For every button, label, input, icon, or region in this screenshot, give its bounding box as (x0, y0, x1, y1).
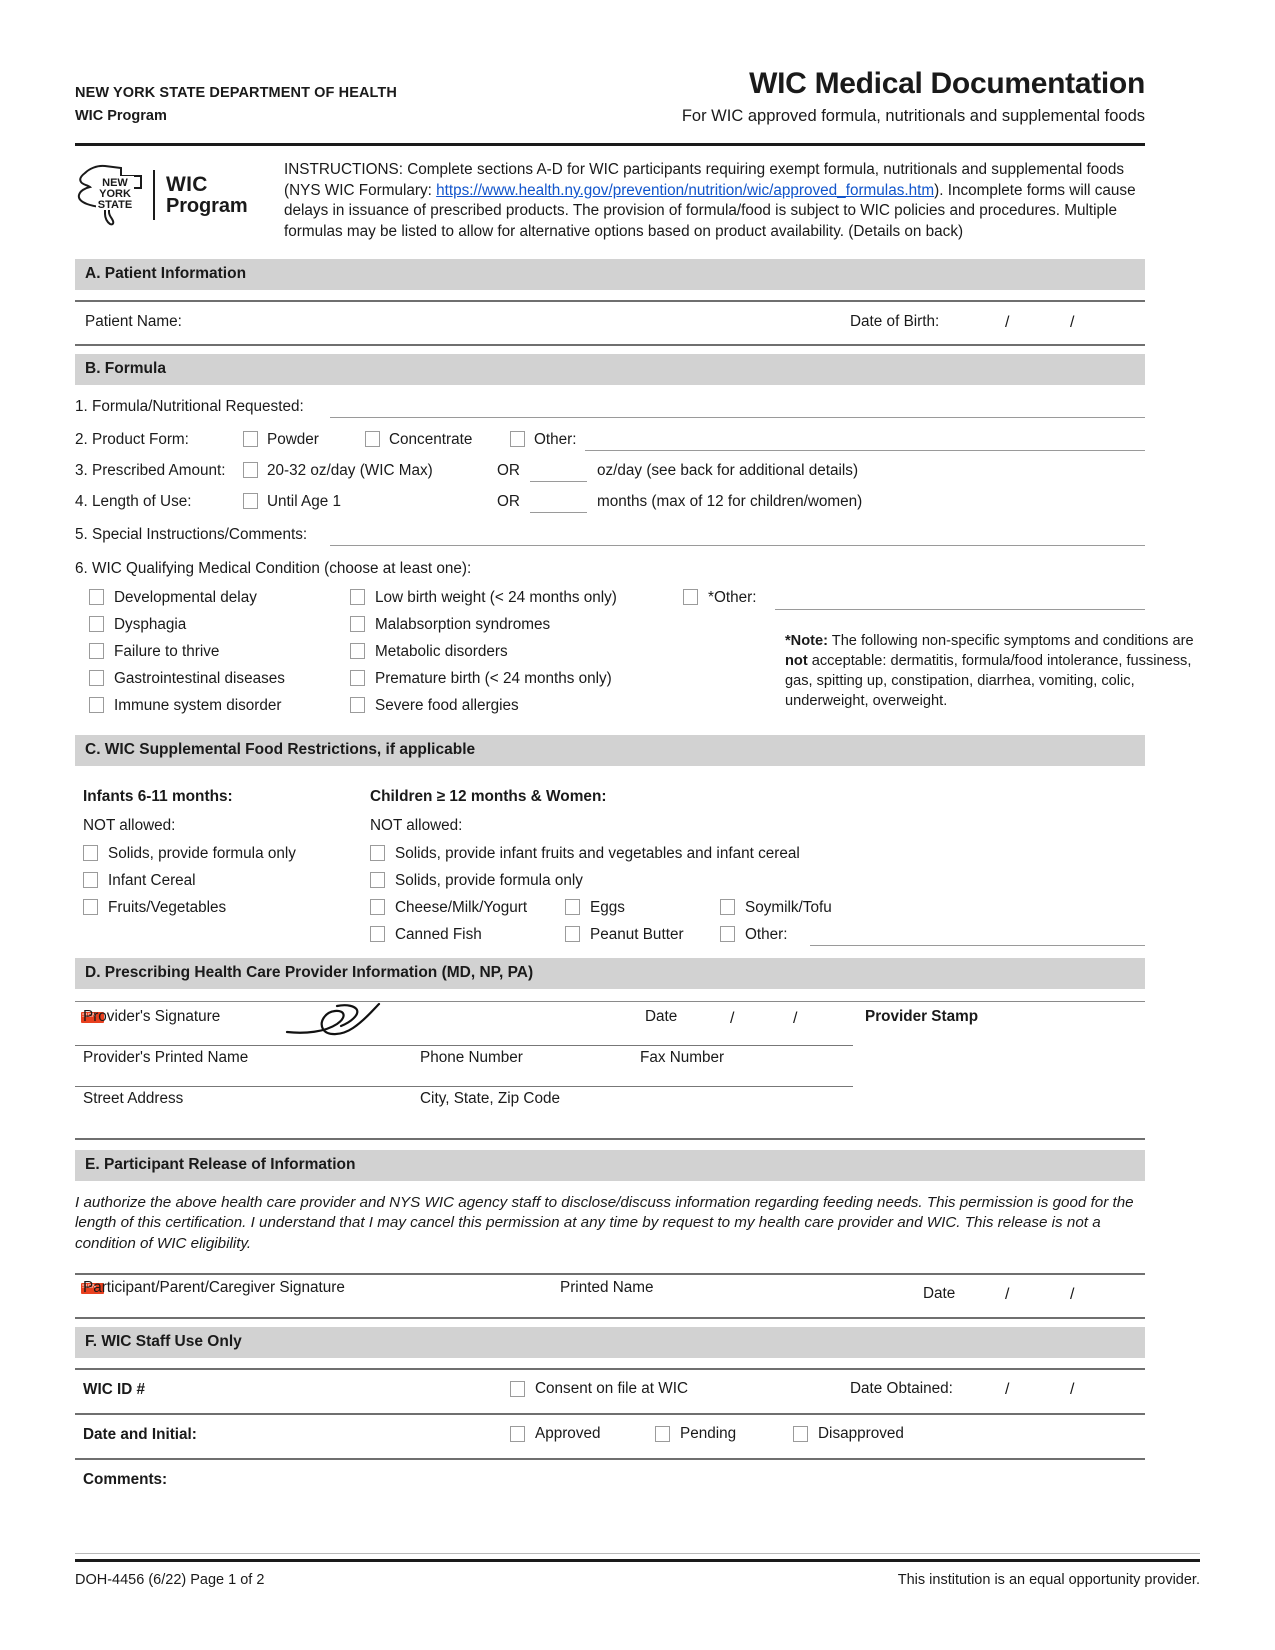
restriction-label: Infant Cereal (108, 871, 196, 889)
instructions-text (280, 160, 1145, 243)
condition-dysphagia[interactable] (89, 616, 186, 634)
wic-id-row (75, 1370, 1145, 1413)
checkbox-solids-infant-fruits-veg-cereal[interactable] (370, 845, 385, 861)
condition-malabsorption-syndromes[interactable] (350, 616, 550, 634)
wic-max-label: 20-32 oz/day (WIC Max) (267, 461, 433, 479)
condition-other[interactable] (683, 589, 756, 607)
children-women-heading: Children ≥ 12 months & Women: (370, 787, 607, 805)
condition-label: Metabolic disorders (375, 642, 508, 660)
checkbox-concentrate[interactable] (365, 431, 380, 447)
length-of-use-or: OR (497, 492, 520, 510)
restriction-solids-infant-fruits-veg-cereal[interactable] (370, 845, 800, 863)
page-title: WIC Medical Documentation (749, 67, 1145, 100)
checkbox-failure-to-thrive[interactable] (89, 643, 104, 659)
checkbox-child-solids-formula-only[interactable] (370, 872, 385, 888)
condition-label: Developmental delay (114, 588, 257, 606)
wic-id-label[interactable]: WIC ID # (83, 1381, 146, 1399)
participant-signature-row (75, 1275, 1145, 1317)
section-e-bar: E. Participant Release of Information (75, 1150, 1145, 1181)
date-and-initial-label[interactable]: Date and Initial: (83, 1426, 197, 1444)
dob-slash-2: / (1070, 313, 1075, 331)
infants-heading: Infants 6-11 months: (83, 787, 233, 805)
checkbox-dysphagia[interactable] (89, 616, 104, 632)
condition-label: Severe food allergies (375, 696, 519, 714)
restriction-label: Other: (745, 925, 788, 943)
length-of-use-row[interactable] (75, 488, 1145, 519)
restriction-label: Solids, provide formula only (108, 844, 296, 862)
checkbox-developmental-delay[interactable] (89, 589, 104, 605)
product-form-label: 2. Product Form: (75, 430, 189, 448)
checkbox-infant-cereal[interactable] (83, 872, 98, 888)
checkbox-fruits-vegetables[interactable] (83, 899, 98, 915)
condition-gastrointestinal-diseases[interactable] (89, 670, 285, 688)
checkbox-wic-max[interactable] (243, 462, 258, 478)
instructions-part1: INSTRUCTIONS: Complete sections A-D for WIC participants requiring exempt formula, nutritionals and supplemental foods (NYS WIC Formulary: (284, 161, 1124, 199)
restriction-other[interactable] (720, 926, 788, 944)
patient-name-label: Patient Name: (85, 312, 182, 330)
qualifying-condition-label: 6. WIC Qualifying Medical Condition (choose at least one): (75, 559, 472, 577)
logo-divider (153, 170, 155, 220)
restriction-other-field[interactable] (810, 945, 1145, 946)
program-name: WIC Program (75, 108, 167, 124)
participant-date-slash-2: / (1070, 1286, 1075, 1304)
condition-immune-system-disorder[interactable] (89, 697, 281, 715)
form-number: DOH-4456 (6/22) Page 1 of 2 (75, 1572, 265, 1588)
length-of-use-field[interactable] (530, 512, 587, 513)
condition-failure-to-thrive[interactable] (89, 643, 219, 661)
agency-block (75, 85, 397, 124)
checkbox-gastrointestinal-diseases[interactable] (89, 670, 104, 686)
date-obtained-slash-1: / (1005, 1381, 1010, 1399)
section-c-area (75, 772, 1145, 944)
provider-date-slash-2: / (793, 1009, 798, 1027)
qualifying-condition-row (75, 555, 1145, 585)
product-form-other-field[interactable] (585, 450, 1145, 451)
checkbox-low-birth-weight[interactable] (350, 589, 365, 605)
special-instructions-field[interactable] (330, 545, 1145, 546)
concentrate-label: Concentrate (389, 430, 473, 448)
checkbox-premature-birth[interactable] (350, 670, 365, 686)
checkbox-malabsorption-syndromes[interactable] (350, 616, 365, 632)
condition-label: Malabsorption syndromes (375, 615, 551, 633)
restriction-label: Peanut Butter (590, 925, 684, 943)
instructions-part2: ). Incomplete forms will cause delays in issuance of prescribed products. The provision of formula/food is subject to WIC policies and procedures. Multiple formulas may be listed to allow for alternative options based on product availability. (Details on back) (284, 181, 1136, 240)
note-lead: *Note: (785, 632, 828, 649)
provider-phone-label[interactable]: Phone Number (420, 1048, 523, 1066)
condition-low-birth-weight[interactable] (350, 589, 617, 607)
restriction-fruits-vegetables[interactable] (83, 899, 226, 917)
restriction-label: Cheese/Milk/Yogurt (395, 898, 528, 916)
checkbox-approved[interactable] (510, 1426, 525, 1442)
condition-label: Dysphagia (114, 615, 187, 633)
checkbox-powder[interactable] (243, 431, 258, 447)
checkbox-soymilk-tofu[interactable] (720, 899, 735, 915)
instructions-block (75, 160, 1145, 243)
checkbox-peanut-butter[interactable] (565, 926, 580, 942)
restriction-peanut-butter[interactable] (565, 926, 684, 944)
section-a-bottom-rule (75, 344, 1145, 346)
date-obtained-label: Date Obtained: (850, 1380, 953, 1398)
release-body-text: I authorize the above health care provider and NYS WIC agency staff to disclose/discuss information regarding feeding needs. This permission is good for the length of this certification. I understand that I may cancel this permission at any time by request to my health care provider and WIC. This release is not a condition of WIC eligibility. (75, 1193, 1134, 1253)
condition-label: Failure to thrive (114, 642, 220, 660)
note-emphasis: not (785, 652, 808, 669)
logo-wic-label: WIC (166, 173, 208, 197)
prescribed-amount-row[interactable] (75, 457, 1145, 488)
section-d-bottom-rule (75, 1138, 1145, 1140)
dob-slash-1: / (1005, 313, 1010, 331)
powder-label: Powder (267, 430, 319, 448)
prescribed-amount-field[interactable] (530, 481, 587, 482)
condition-note (785, 631, 1215, 712)
condition-label: Immune system disorder (114, 696, 282, 714)
note-part-a: The following non-specific symptoms and conditions are (827, 632, 1194, 649)
restriction-label: Solids, provide infant fruits and vegetables and infant cereal (395, 844, 800, 862)
condition-label: Gastrointestinal diseases (114, 669, 285, 687)
provider-fax-label[interactable]: Fax Number (640, 1048, 725, 1066)
checkbox-eggs[interactable] (565, 899, 580, 915)
participant-signature-label[interactable]: Participant/Parent/Caregiver Signature (83, 1279, 345, 1297)
checkbox-disapproved[interactable] (793, 1426, 808, 1442)
title-block (682, 68, 1145, 127)
section-b-bar: B. Formula (75, 354, 1145, 385)
restriction-label: Solids, provide formula only (395, 871, 583, 889)
consent-on-file-label: Consent on file at WIC (535, 1380, 689, 1398)
condition-other-field[interactable] (775, 609, 1145, 610)
children-not-allowed-label: NOT allowed: (370, 816, 463, 834)
formula-requested-row[interactable] (75, 393, 1145, 426)
product-form-row[interactable] (75, 426, 1145, 457)
prescribed-amount-unit: oz/day (see back for additional details) (597, 461, 859, 479)
checkbox-pending[interactable] (655, 1426, 670, 1442)
provider-stamp-label: Provider Stamp (865, 1007, 979, 1025)
section-d-bar: D. Prescribing Health Care Provider Information (MD, NP, PA) (75, 958, 1145, 989)
restriction-canned-fish[interactable] (370, 926, 482, 944)
formula-requested-field[interactable] (330, 417, 1145, 418)
restriction-label: Fruits/Vegetables (108, 898, 227, 916)
restriction-child-solids-formula-only[interactable] (370, 872, 583, 890)
condition-premature-birth[interactable] (350, 670, 612, 688)
condition-severe-food-allergies[interactable] (350, 697, 519, 715)
logo-program-label: Program (166, 194, 248, 217)
participant-date-slash-1: / (1005, 1286, 1010, 1304)
formulary-link[interactable]: https://www.health.ny.gov/prevention/nutrition/wic/approved_formulas.htm (436, 181, 935, 199)
provider-signature-label: Provider's Signature (83, 1007, 221, 1025)
checkbox-infant-solids-formula-only[interactable] (83, 845, 98, 861)
special-instructions-label: 5. Special Instructions/Comments: (75, 525, 308, 543)
until-age-1-label: Until Age 1 (267, 492, 341, 510)
checkbox-canned-fish[interactable] (370, 926, 385, 942)
condition-label: Premature birth (< 24 months only) (375, 669, 612, 687)
prescribed-amount-label: 3. Prescribed Amount: (75, 461, 226, 479)
provider-date-label: Date (645, 1007, 678, 1025)
logo-new-text: NEW (102, 177, 128, 189)
provider-printed-name-label[interactable]: Provider's Printed Name (83, 1048, 249, 1066)
pending-label: Pending (680, 1425, 737, 1443)
special-instructions-row[interactable] (75, 521, 1145, 555)
page-header (75, 0, 1145, 135)
checkbox-consent-on-file[interactable] (510, 1381, 525, 1397)
formula-requested-label: 1. Formula/Nutritional Requested: (75, 397, 304, 415)
date-initial-row (75, 1415, 1145, 1458)
section-a-bar: A. Patient Information (75, 259, 1145, 290)
note-part-b: acceptable: dermatitis, formula/food intolerance, fussiness, gas, spitting up, constipation, diarrhea, vomiting, colic, underweight, overweight. (785, 652, 1192, 709)
logo-state-text: STATE (97, 199, 133, 211)
checkbox-severe-food-allergies[interactable] (350, 697, 365, 713)
page-footer (75, 1553, 1200, 1588)
section-c-bar: C. WIC Supplemental Food Restrictions, if applicable (75, 735, 1145, 766)
restriction-cheese-milk-yogurt[interactable] (370, 899, 527, 917)
header-divider (75, 143, 1145, 146)
disapproved-label: Disapproved (818, 1425, 904, 1443)
provider-street-label[interactable]: Street Address (83, 1089, 184, 1107)
provider-city-label[interactable]: City, State, Zip Code (420, 1089, 560, 1107)
provider-signature-scribble[interactable] (275, 998, 405, 1044)
restriction-soymilk-tofu[interactable] (720, 899, 832, 917)
restriction-infant-cereal[interactable] (83, 872, 196, 890)
product-form-other-label: Other: (534, 430, 577, 448)
agency-name: NEW YORK STATE DEPARTMENT OF HEALTH (75, 85, 397, 101)
restriction-infant-solids-formula-only[interactable] (83, 845, 296, 863)
footer-light-rule (75, 1553, 1200, 1554)
patient-info-row[interactable] (75, 302, 1145, 344)
checkbox-condition-other[interactable] (683, 589, 698, 605)
wic-logo (75, 160, 280, 228)
equal-opportunity-notice: This institution is an equal opportunity provider. (897, 1572, 1200, 1588)
conditions-area (75, 588, 1194, 731)
condition-metabolic-disorders[interactable] (350, 643, 508, 661)
participant-printed-name-label[interactable]: Printed Name (560, 1279, 654, 1297)
length-of-use-unit: months (max of 12 for children/women) (597, 492, 863, 510)
comments-label: Comments: (83, 1471, 168, 1489)
logo-york-text: YORK (99, 188, 131, 200)
checkbox-immune-system-disorder[interactable] (89, 697, 104, 713)
date-obtained-slash-2: / (1070, 1381, 1075, 1399)
provider-contact-rule (75, 1086, 853, 1087)
provider-date-slash-1: / (730, 1009, 735, 1027)
date-of-birth-label: Date of Birth: (850, 312, 940, 330)
checkbox-product-form-other[interactable] (510, 431, 525, 447)
section-d-area (75, 1002, 1145, 1132)
infants-not-allowed-label: NOT allowed: (83, 816, 176, 834)
checkbox-restriction-other[interactable] (720, 926, 735, 942)
restriction-label: Soymilk/Tofu (745, 898, 832, 916)
comments-row[interactable] (75, 1460, 1145, 1522)
section-e-bottom-rule (75, 1317, 1145, 1319)
restriction-label: Canned Fish (395, 925, 482, 943)
section-f-bar: F. WIC Staff Use Only (75, 1327, 1145, 1358)
checkbox-cheese-milk-yogurt[interactable] (370, 899, 385, 915)
participant-date-label: Date (923, 1285, 956, 1303)
checkbox-until-age-1[interactable] (243, 493, 258, 509)
new-york-state-outline-icon (75, 162, 147, 228)
condition-label: Low birth weight (< 24 months only) (375, 588, 617, 606)
restriction-label: Eggs (590, 898, 625, 916)
provider-signature-rule (75, 1045, 853, 1046)
condition-other-label: *Other: (708, 588, 757, 606)
page-subtitle: For WIC approved formula, nutritionals and supplemental foods (681, 107, 1145, 126)
condition-developmental-delay[interactable] (89, 589, 257, 607)
length-of-use-label: 4. Length of Use: (75, 492, 192, 510)
prescribed-amount-or: OR (497, 461, 520, 479)
checkbox-metabolic-disorders[interactable] (350, 643, 365, 659)
restriction-eggs[interactable] (565, 899, 625, 917)
approved-label: Approved (535, 1425, 601, 1443)
